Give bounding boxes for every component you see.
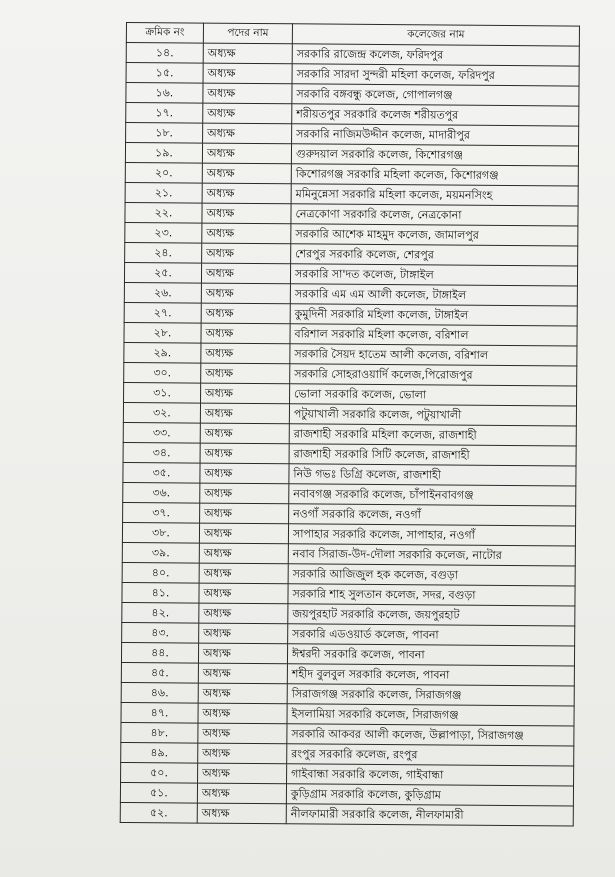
college-cell: রাজশাহী সরকারি সিটি কলেজ, রাজশাহী — [289, 444, 576, 466]
college-cell: নীলফামারী সরকারি কলেজ, নীলফামারী — [286, 804, 573, 826]
post-cell: অধ্যক্ষ — [200, 423, 289, 444]
post-cell: অধ্যক্ষ — [202, 183, 291, 204]
principal-list-sheet — [120, 22, 581, 827]
college-cell: গুরুদয়াল সরকারি কলেজ, কিশোরগঞ্জ — [291, 144, 578, 166]
college-cell: ঈশ্বরদী সরকারি কলেজ, পাবনা — [287, 644, 574, 666]
college-cell: কুমুদিনী সরকারি মহিলা কলেজ, টাঙ্গাইল — [290, 304, 577, 326]
serial-cell: ২৩. — [125, 222, 202, 243]
college-cell: নবাবগঞ্জ সরকারি কলেজ, চাঁপাইনবাবগঞ্জ — [289, 484, 576, 506]
college-cell: সরকারি শাহ সুলতান কলেজ, সদর, বগুড়া — [288, 584, 575, 606]
college-cell: সরকারি আজিজুল হক কলেজ, বগুড়া — [288, 564, 575, 586]
post-cell: অধ্যক্ষ — [200, 503, 289, 524]
serial-cell: ১৪. — [126, 43, 203, 64]
serial-cell: ২৫. — [124, 262, 201, 283]
serial-cell: ৩৫. — [123, 462, 200, 483]
college-cell: সরকারি এম এম আলী কলেজ, টাঙ্গাইল — [290, 284, 577, 306]
serial-cell: ৩৮. — [122, 522, 199, 543]
serial-cell: ৪৩. — [122, 622, 199, 643]
serial-cell: ৩৪. — [123, 442, 200, 463]
post-cell: অধ্যক্ষ — [203, 103, 292, 124]
college-cell: শহীদ বুলবুল সরকারি কলেজ, পাবনা — [287, 664, 574, 686]
post-cell: অধ্যক্ষ — [201, 263, 290, 284]
post-cell: অধ্যক্ষ — [203, 123, 292, 144]
serial-cell: ২৯. — [124, 342, 201, 363]
serial-cell: ৪৮. — [121, 722, 198, 743]
post-cell: অধ্যক্ষ — [202, 203, 291, 224]
serial-cell: ২১. — [125, 182, 202, 203]
serial-cell: ২৬. — [124, 282, 201, 303]
serial-cell: ৪৫. — [121, 662, 198, 683]
college-cell: সরকারি নাজিমউদ্দীন কলেজ, মাদারীপুর — [292, 124, 579, 146]
post-cell: অধ্যক্ষ — [198, 683, 287, 704]
post-cell: অধ্যক্ষ — [202, 143, 291, 164]
college-cell: রাজশাহী সরকারি মহিলা কলেজ, রাজশাহী — [289, 424, 576, 446]
serial-cell: ২৭. — [124, 302, 201, 323]
serial-cell: ৪৯. — [121, 742, 198, 763]
post-cell: অধ্যক্ষ — [201, 363, 290, 384]
post-cell: অধ্যক্ষ — [199, 623, 288, 644]
college-cell: পটুয়াখালী সরকারি কলেজ, পটুয়াখালী — [289, 404, 576, 426]
serial-cell: ৩৭. — [123, 502, 200, 523]
post-cell: অধ্যক্ষ — [199, 543, 288, 564]
post-cell: অধ্যক্ষ — [198, 643, 287, 664]
post-cell: অধ্যক্ষ — [198, 763, 287, 784]
serial-cell: ১৬. — [126, 83, 203, 104]
serial-cell: ১৭. — [126, 103, 203, 124]
post-cell: অধ্যক্ষ — [203, 63, 292, 84]
serial-cell: ৪২. — [122, 602, 199, 623]
college-cell: সরকারি সা'দত কলেজ, টাঙ্গাইল — [290, 264, 577, 286]
college-cell: সরকারি সারদা সুন্দরী মহিলা কলেজ, ফরিদপুর — [292, 64, 579, 86]
post-cell: অধ্যক্ষ — [200, 443, 289, 464]
college-cell: সরকারি এডওয়ার্ড কলেজ, পাবনা — [288, 624, 575, 646]
college-cell: নবাব সিরাজ-উদ-দৌলা সরকারি কলেজ, নাটোর — [288, 544, 575, 566]
serial-cell: ১৯. — [125, 143, 202, 164]
college-cell: রংপুর সরকারি কলেজ, রংপুর — [287, 744, 574, 766]
college-cell: নেত্রকোণা সরকারি কলেজ, নেত্রকোনা — [291, 204, 578, 226]
table-row — [120, 802, 573, 826]
serial-cell: ২২. — [125, 202, 202, 223]
college-cell: সিরাজগঞ্জ সরকারি কলেজ, সিরাজগঞ্জ — [287, 684, 574, 706]
college-cell: মমিনুন্নেসা সরকারি মহিলা কলেজ, ময়মনসিংহ — [291, 184, 578, 206]
college-cell: ভোলা সরকারি কলেজ, ভোলা — [290, 384, 577, 406]
college-cell: সরকারি সৈয়দ হাতেম আলী কলেজ, বরিশাল — [290, 344, 577, 366]
post-cell: অধ্যক্ষ — [201, 303, 290, 324]
college-cell: নওগাঁ সরকারি কলেজ, নওগাঁ — [289, 504, 576, 526]
college-cell: জয়পুরহাট সরকারি কলেজ, জয়পুরহাট — [288, 604, 575, 626]
serial-cell: ৫০. — [121, 762, 198, 783]
college-cell: সরকারি সোহরাওয়ার্দি কলেজ,পিরোজপুর — [290, 364, 577, 386]
table-body — [120, 43, 579, 827]
college-cell: কিশোরগঞ্জ সরকারি মহিলা কলেজ, কিশোরগঞ্জ — [291, 164, 578, 186]
college-cell: নিউ গভঃ ডিগ্রি কলেজ, রাজশাহী — [289, 464, 576, 486]
post-cell: অধ্যক্ষ — [197, 803, 286, 824]
post-cell: অধ্যক্ষ — [200, 403, 289, 424]
post-cell: অধ্যক্ষ — [201, 283, 290, 304]
serial-cell: ৪১. — [122, 582, 199, 603]
college-cell: সরকারি বঙ্গবন্ধু কলেজ, গোপালগঞ্জ — [292, 84, 579, 106]
serial-cell: ২৮. — [124, 322, 201, 343]
serial-cell: ২৪. — [125, 242, 202, 263]
post-cell: অধ্যক্ষ — [198, 703, 287, 724]
post-cell: অধ্যক্ষ — [199, 523, 288, 544]
serial-cell: ৪০. — [122, 562, 199, 583]
serial-cell: ১৫. — [126, 63, 203, 84]
post-cell: অধ্যক্ষ — [198, 743, 287, 764]
college-cell: সরকারি আকবর আলী কলেজ, উল্লাপাড়া, সিরাজগঞ্জ — [287, 724, 574, 746]
post-cell: অধ্যক্ষ — [199, 583, 288, 604]
serial-cell: ৩৬. — [123, 482, 200, 503]
college-cell: সরকারি আশেক মাহমুদ কলেজ, জামালপুর — [291, 224, 578, 246]
college-cell: সাপাহার সরকারি কলেজ, সাপাহার, নওগাঁ — [288, 524, 575, 546]
post-cell: অধ্যক্ষ — [202, 223, 291, 244]
college-cell: শেরপুর সরকারি কলেজ, শেরপুর — [291, 244, 578, 266]
post-cell: অধ্যক্ষ — [203, 43, 292, 64]
serial-cell: ৫১. — [120, 782, 197, 803]
post-cell: অধ্যক্ষ — [199, 603, 288, 624]
serial-cell: ৩১. — [124, 382, 201, 403]
serial-cell: ২০. — [125, 162, 202, 183]
post-cell: অধ্যক্ষ — [198, 663, 287, 684]
post-cell: অধ্যক্ষ — [201, 323, 290, 344]
post-cell: অধ্যক্ষ — [202, 163, 291, 184]
serial-cell: ৪৪. — [121, 642, 198, 663]
serial-cell: ১৮. — [126, 123, 203, 144]
college-cell: শরীয়তপুর সরকারি কলেজ শরীয়তপুর — [292, 104, 579, 126]
college-cell: ইসলামিয়া সরকারি কলেজ, সিরাজগঞ্জ — [287, 704, 574, 726]
serial-cell: ৩০. — [124, 362, 201, 383]
college-cell: গাইবান্ধা সরকারি কলেজ, গাইবান্ধা — [287, 764, 574, 786]
serial-cell: ৫২. — [120, 802, 197, 823]
post-cell: অধ্যক্ষ — [197, 783, 286, 804]
serial-cell: ৩৯. — [122, 542, 199, 563]
post-cell: অধ্যক্ষ — [200, 463, 289, 484]
college-cell: সরকারি রাজেন্দ্র কলেজ, ফরিদপুর — [292, 44, 579, 66]
post-cell: অধ্যক্ষ — [198, 723, 287, 744]
post-cell: অধ্যক্ষ — [200, 483, 289, 504]
serial-cell: ৪৬. — [121, 682, 198, 703]
principal-table — [120, 22, 580, 827]
college-cell: কুড়িগ্রাম সরকারি কলেজ, কুড়িগ্রাম — [286, 784, 573, 806]
post-cell: অধ্যক্ষ — [201, 383, 290, 404]
college-cell: বরিশাল সরকারি মহিলা কলেজ, বরিশাল — [290, 324, 577, 346]
header-serial: ক্রমিক নং — [126, 23, 203, 44]
header-post: পদের নাম — [203, 23, 292, 44]
post-cell: অধ্যক্ষ — [201, 343, 290, 364]
header-college: কলেজের নাম — [292, 24, 579, 46]
post-cell: অধ্যক্ষ — [199, 563, 288, 584]
serial-cell: ৩৩. — [123, 422, 200, 443]
serial-cell: ৩২. — [123, 402, 200, 423]
post-cell: অধ্যক্ষ — [202, 243, 291, 264]
serial-cell: ৪৭. — [121, 702, 198, 723]
post-cell: অধ্যক্ষ — [203, 83, 292, 104]
